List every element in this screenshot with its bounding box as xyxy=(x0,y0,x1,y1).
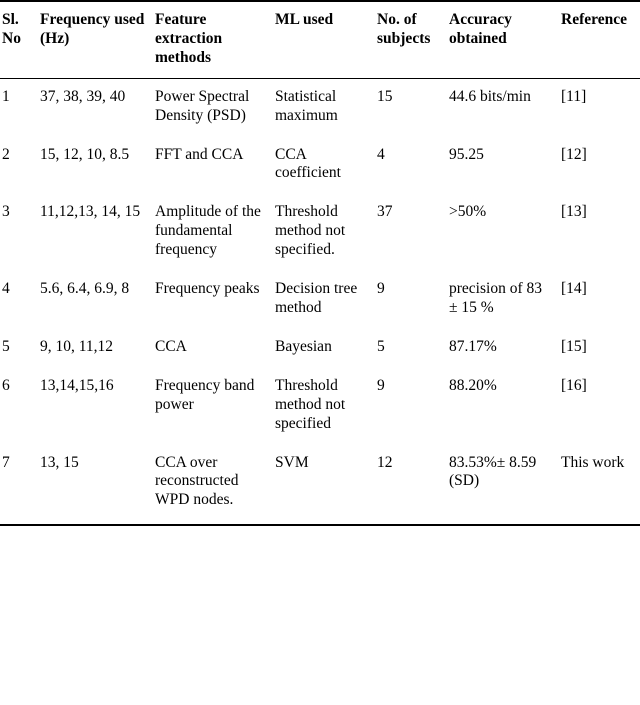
column-header-feature-extraction: Feature extraction methods xyxy=(153,1,273,78)
cell-reference: [12] xyxy=(561,145,587,163)
cell-features: Amplitude of the fundamental frequency xyxy=(155,203,261,259)
cell-ml: Bayesian xyxy=(275,337,332,355)
cell-reference: [13] xyxy=(561,203,587,221)
cell-sl-no: 1 xyxy=(2,87,10,105)
cell-ml: Threshold method not specified xyxy=(275,376,346,432)
cell-frequency: 13, 15 xyxy=(38,445,153,526)
column-header-ml-used: ML used xyxy=(273,1,375,78)
cell-features: Power Spectral Density (PSD) xyxy=(155,87,250,124)
cell-reference: This work xyxy=(559,445,640,526)
cell-features: FFT and CCA xyxy=(155,145,244,163)
column-header-subjects: No. of subjects xyxy=(375,1,447,78)
cell-accuracy: >50% xyxy=(449,203,487,221)
cell-ml: Threshold method not specified. xyxy=(275,203,346,259)
cell-frequency: 13,14,15,16 xyxy=(40,376,114,394)
cell-features: Frequency band power xyxy=(155,376,255,413)
cell-frequency: 9, 10, 11,12 xyxy=(40,337,114,355)
cell-ml: Decision tree method xyxy=(275,280,358,316)
cell-frequency: 15, 12, 10, 8.5 xyxy=(40,145,130,163)
cell-accuracy: 95.25 xyxy=(449,145,484,163)
cell-ml: SVM xyxy=(273,445,375,526)
table-header-row xyxy=(0,1,640,78)
column-header-reference: Reference xyxy=(559,1,640,78)
cell-reference: [14] xyxy=(561,280,587,298)
cell-reference: [16] xyxy=(561,376,587,394)
cell-ml: CCA coefficient xyxy=(275,145,341,182)
cell-accuracy: 88.20% xyxy=(449,376,497,394)
cell-accuracy: 44.6 bits/min xyxy=(449,87,531,105)
table-header xyxy=(0,1,640,78)
cell-ml: Statistical maximum xyxy=(275,87,338,124)
cell-accuracy: precision of 83 ± 15 % xyxy=(449,280,542,316)
table-row xyxy=(0,194,640,271)
cell-sl-no: 5 xyxy=(2,337,10,355)
table-row xyxy=(0,271,640,329)
column-header-sl-no: Sl. No xyxy=(0,1,38,78)
column-header-frequency: Frequency used (Hz) xyxy=(38,1,153,78)
cell-accuracy: 87.17% xyxy=(449,337,497,355)
cell-frequency: 37, 38, 39, 40 xyxy=(40,87,126,105)
cell-subjects: 9 xyxy=(377,376,385,394)
cell-features: Frequency peaks xyxy=(155,280,260,298)
table-row xyxy=(0,368,640,445)
cell-subjects: 5 xyxy=(377,337,385,355)
cell-subjects: 4 xyxy=(377,145,385,163)
cell-frequency: 5.6, 6.4, 6.9, 8 xyxy=(40,280,130,298)
cell-sl-no: 3 xyxy=(2,203,10,221)
cell-features: CCA xyxy=(155,337,187,355)
table-body xyxy=(0,78,640,525)
table-row xyxy=(0,329,640,368)
cell-accuracy: 83.53%± 8.59 (SD) xyxy=(447,445,559,526)
cell-reference: [15] xyxy=(561,337,587,355)
cell-sl-no: 7 xyxy=(0,445,38,526)
cell-reference: [11] xyxy=(561,87,587,105)
cell-frequency: 11,12,13, 14, 15 xyxy=(40,203,141,221)
cell-features: CCA over reconstructed WPD nodes. xyxy=(153,445,273,526)
table-row xyxy=(0,445,640,526)
cell-subjects: 37 xyxy=(377,203,393,221)
cell-sl-no: 6 xyxy=(2,376,10,394)
cell-subjects: 9 xyxy=(377,280,385,298)
cell-subjects: 12 xyxy=(375,445,447,526)
cell-sl-no: 2 xyxy=(2,145,10,163)
cell-subjects: 15 xyxy=(377,87,393,105)
table-row xyxy=(0,78,640,136)
cell-sl-no: 4 xyxy=(2,280,10,298)
table-row xyxy=(0,137,640,195)
column-header-accuracy: Accuracy obtained xyxy=(447,1,559,78)
